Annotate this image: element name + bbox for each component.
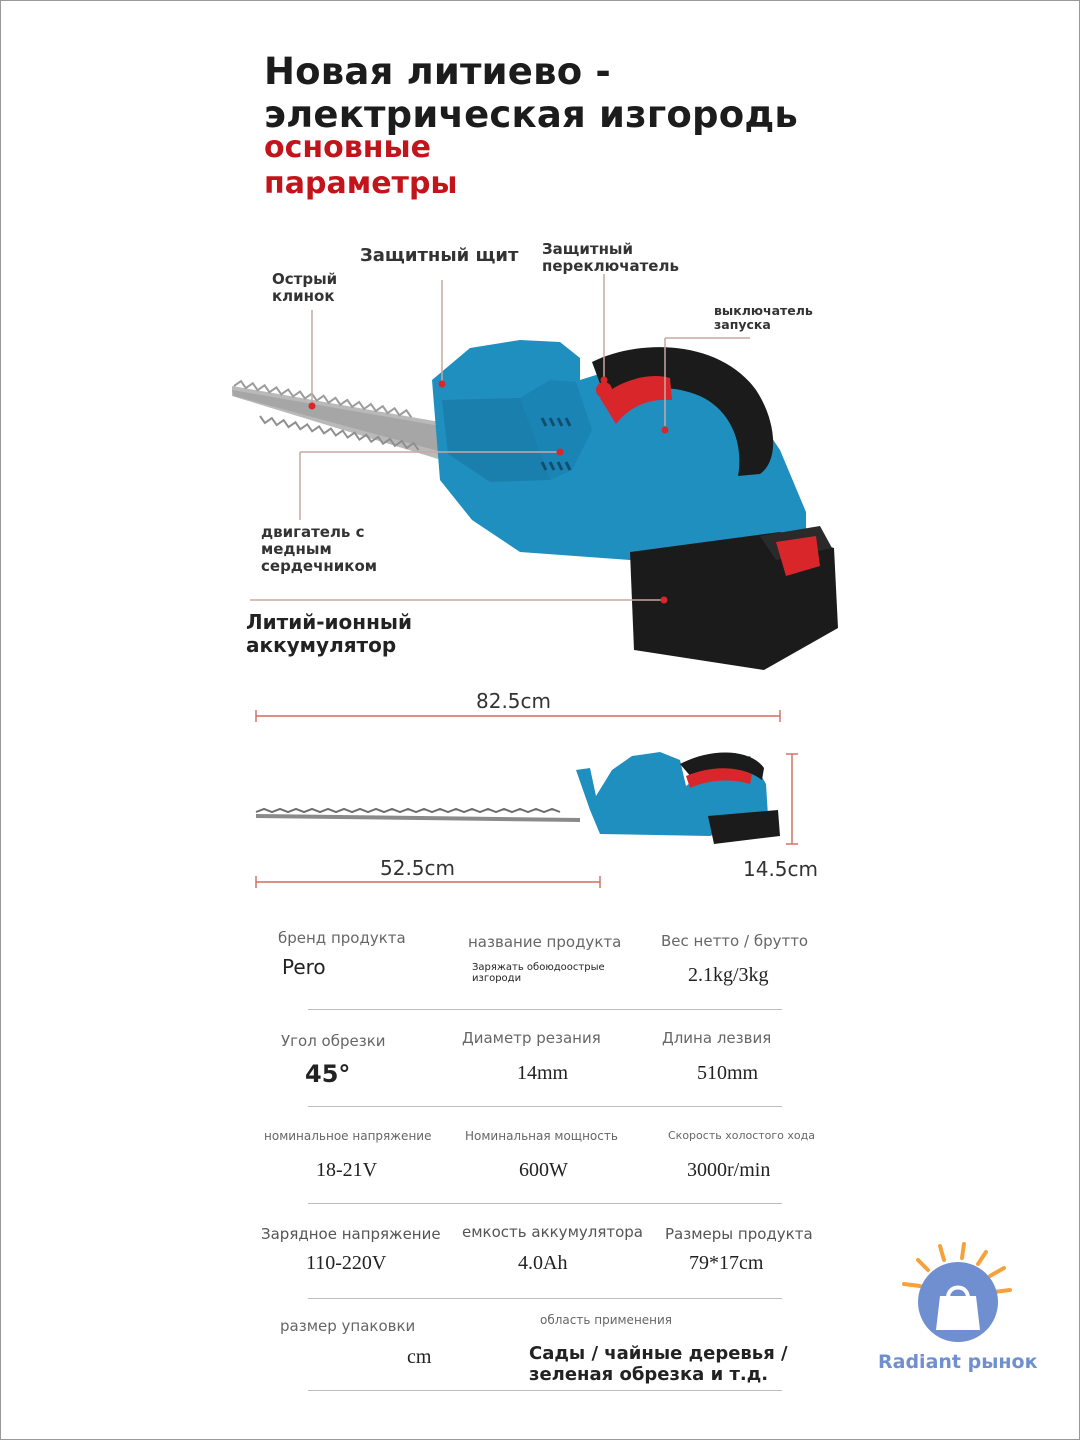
spec-cut-angle-label: Угол обрезки (281, 1032, 386, 1050)
spec-blade-length-value: 510mm (697, 1062, 759, 1084)
spec-divider-4 (308, 1298, 782, 1299)
spec-blade-length-label: Длина лезвия (662, 1029, 772, 1047)
callout-motor: двигатель с медным сердечником (261, 523, 378, 575)
spec-divider-1 (308, 1009, 782, 1010)
spec-brand-value: Pero (282, 955, 326, 979)
spec-package-size-label: размер упаковки (280, 1317, 416, 1335)
spec-divider-3 (308, 1203, 782, 1204)
spec-rated-voltage-value: 18-21V (316, 1159, 378, 1181)
spec-application-value: Сады / чайные деревья / зеленая обрезка и т.д. (529, 1343, 788, 1385)
spec-weight-value: 2.1kg/3kg (688, 964, 769, 986)
spec-weight-label: Вес нетто / брутто (661, 932, 809, 950)
title-line-2: электрическая изгородь (264, 93, 798, 136)
spec-cut-diameter-label: Диаметр резания (462, 1029, 601, 1047)
spec-cut-angle-value: 45° (305, 1060, 351, 1088)
tool-body-graphic (432, 340, 806, 560)
spec-product-size-value: 79*17cm (689, 1252, 764, 1274)
side-view-trimmer-graphic (256, 752, 780, 844)
callout-battery: Литий-ионный аккумулятор (246, 610, 413, 657)
spec-divider-5 (308, 1390, 782, 1391)
spec-battery-capacity-label: емкость аккумулятора (462, 1223, 643, 1241)
spec-charge-voltage-label: Зарядное напряжение (261, 1225, 441, 1243)
callout-shield: Защитный щит (360, 245, 519, 266)
blade-graphic (232, 380, 448, 462)
watermark-text: Radiant рынок (878, 1351, 1038, 1373)
dimension-height: 14.5cm (743, 857, 819, 881)
spec-brand-label: бренд продукта (278, 929, 406, 947)
spec-product-size-label: Размеры продукта (665, 1225, 813, 1243)
dimension-blade-length: 52.5cm (380, 856, 456, 880)
spec-package-size-value: cm (407, 1346, 432, 1368)
spec-battery-capacity-value: 4.0Ah (518, 1252, 568, 1274)
spec-cut-diameter-value: 14mm (517, 1062, 569, 1084)
spec-idle-speed-label: Скорость холостого хода (668, 1129, 815, 1142)
radiant-logo-icon (898, 1240, 1018, 1350)
spec-idle-speed-value: 3000r/min (687, 1159, 771, 1181)
subtitle-line-1: основные (264, 130, 431, 165)
callout-sharp-blade: Острый клинок (272, 270, 338, 305)
spec-rated-power-value: 600W (519, 1159, 568, 1181)
title-line-1: Новая литиево - (264, 50, 611, 93)
spec-divider-2 (308, 1106, 782, 1107)
spec-charge-voltage-value: 110-220V (306, 1252, 387, 1274)
callout-safety-switch: Защитный переключатель (542, 240, 679, 275)
callout-start-switch: выключатель запуска (714, 303, 813, 332)
spec-product-name-value: Заряжать обоюдоострые изгороди (472, 962, 605, 984)
spec-rated-power-label: Номинальная мощность (465, 1129, 618, 1143)
spec-application-label: область применения (540, 1313, 673, 1327)
spec-rated-voltage-label: номинальное напряжение (264, 1129, 432, 1143)
spec-product-name-label: название продукта (468, 933, 622, 951)
subtitle-line-2: параметры (264, 166, 458, 201)
dimension-total-length: 82.5cm (476, 689, 552, 713)
